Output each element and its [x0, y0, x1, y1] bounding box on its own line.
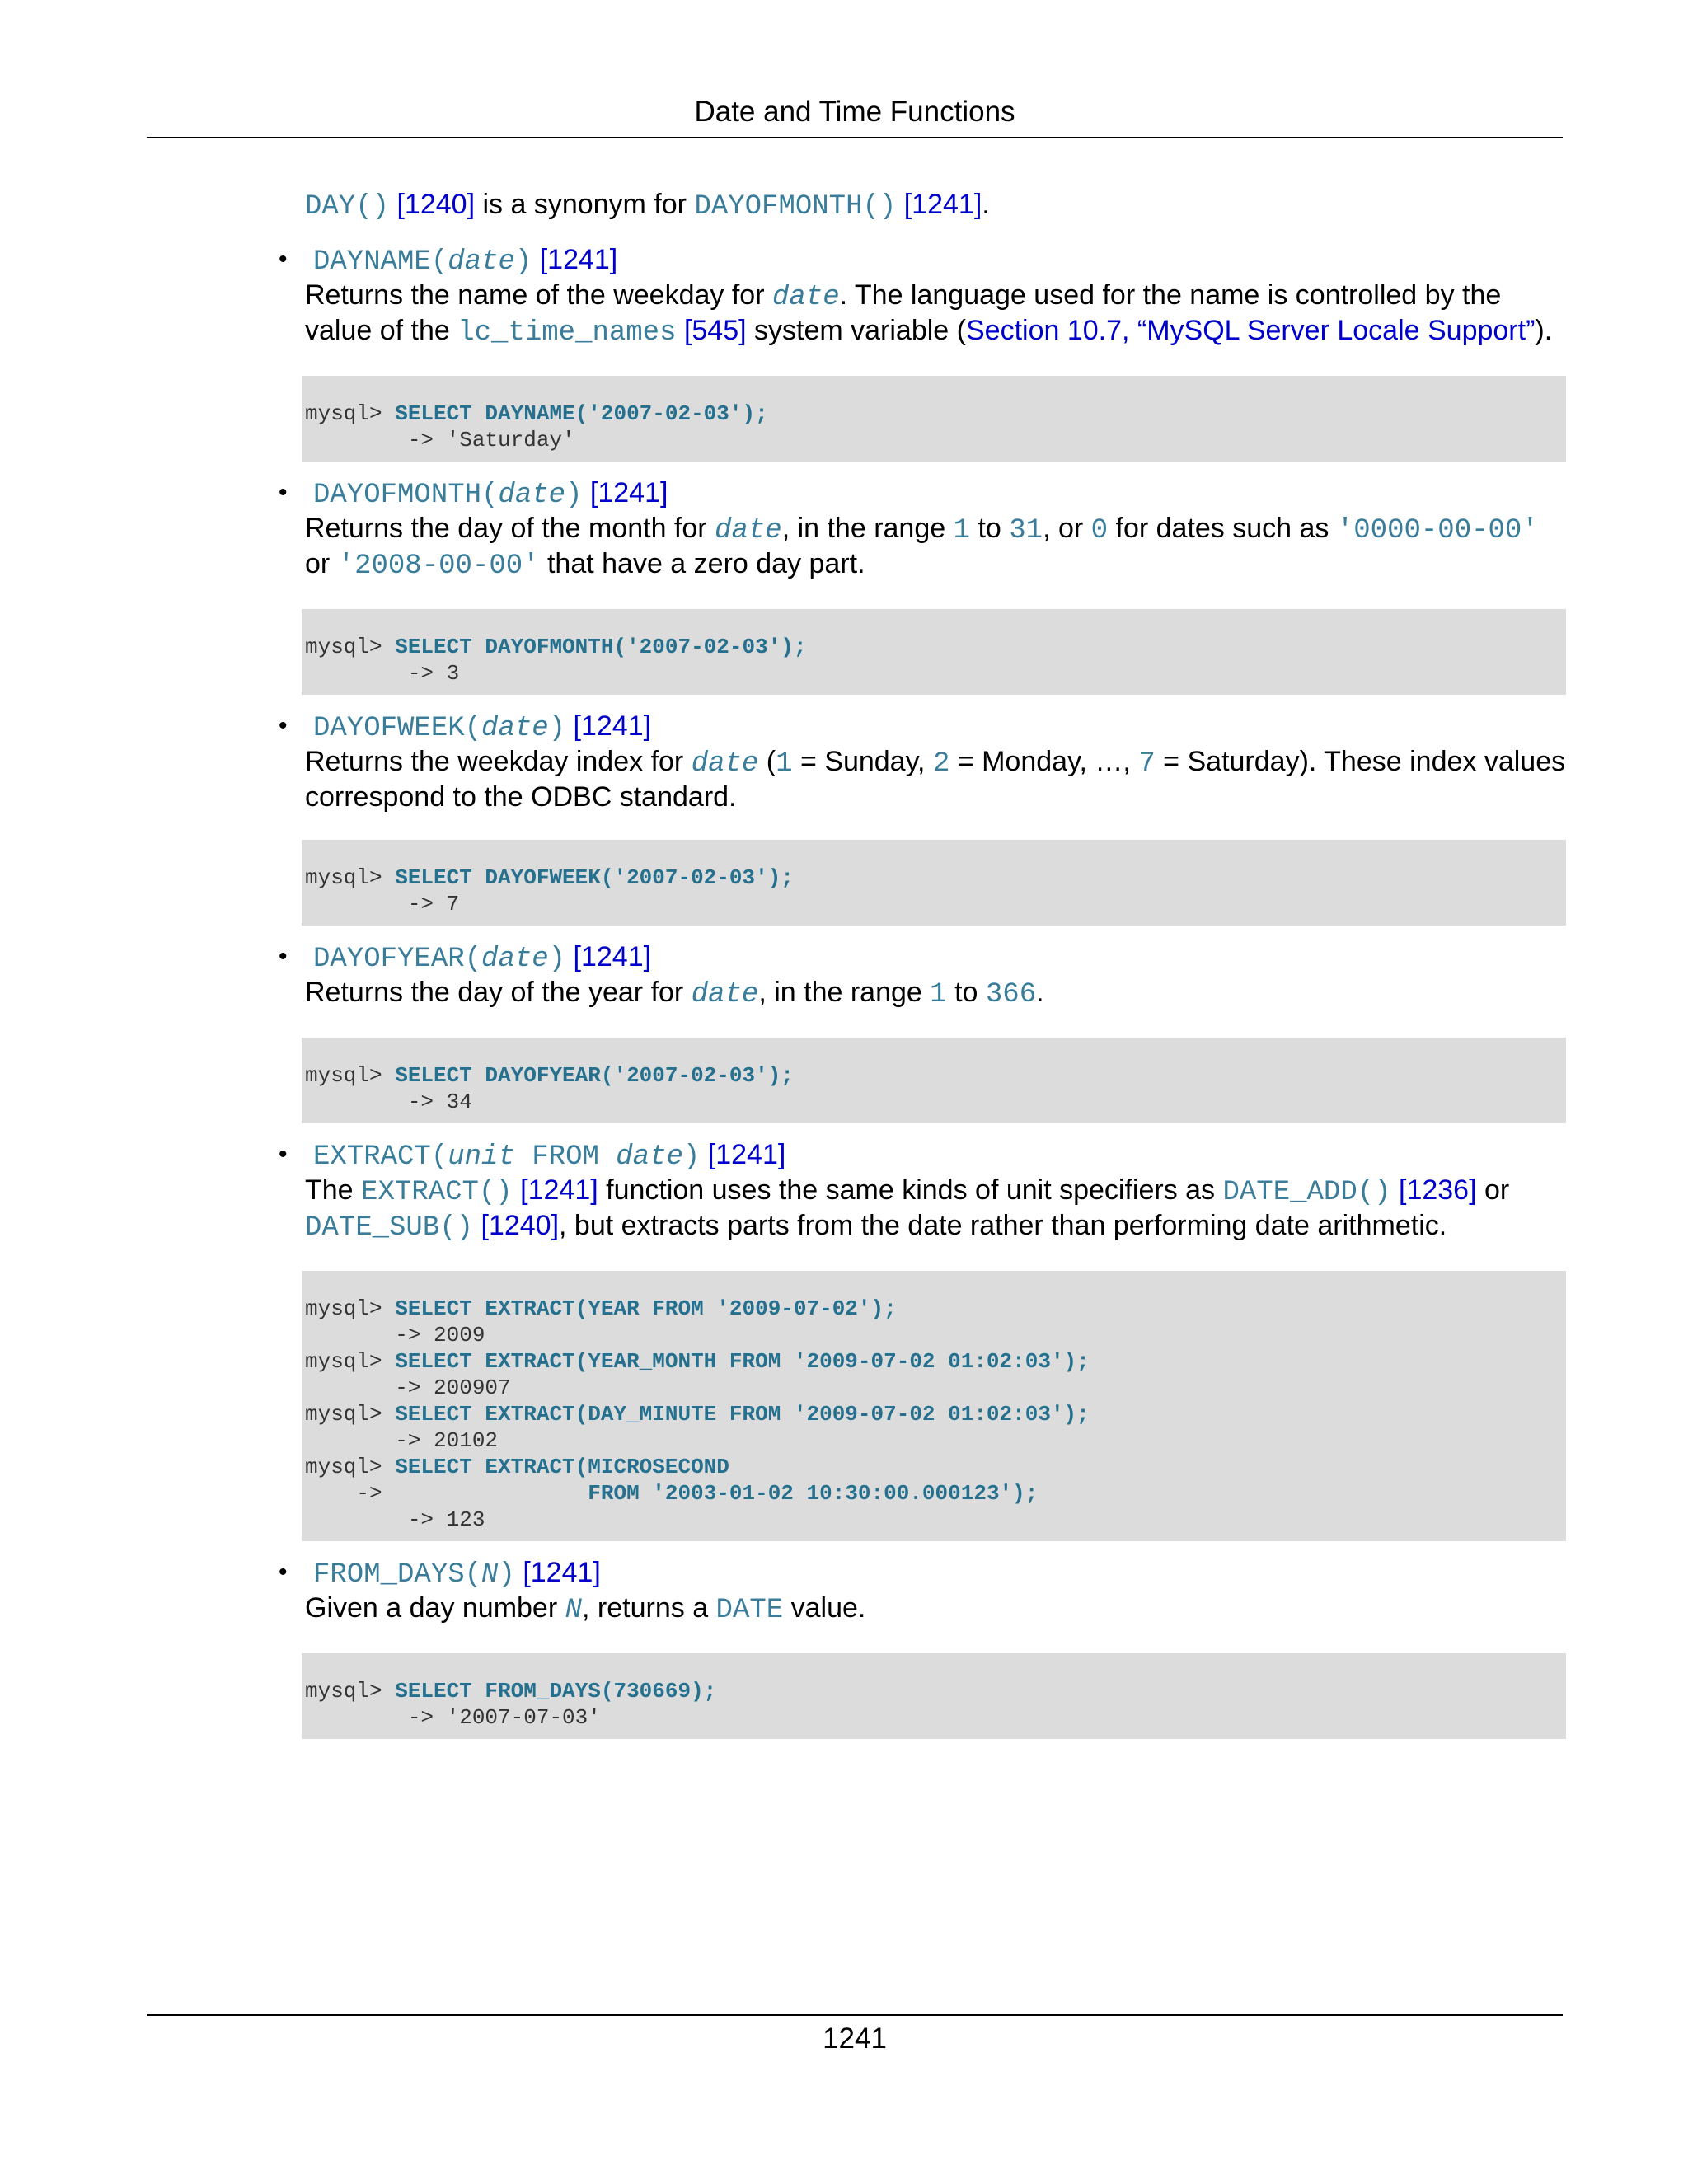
- function-signature-link[interactable]: DAYNAME(date): [313, 246, 532, 278]
- page-ref-link[interactable]: [1240]: [481, 1210, 560, 1241]
- entry-description: Returns the day of the month for date, in the range 1 to 31, or 0 for dates such as '0000-00-00' or '2008-00-00' that have a zero day part.: [305, 513, 1539, 582]
- page-ref-link[interactable]: [1241]: [539, 244, 618, 275]
- page-ref-link[interactable]: [545]: [683, 315, 747, 346]
- function-signature-link[interactable]: DAYOFYEAR(date): [313, 944, 566, 975]
- page-header-title: Date and Time Functions: [694, 96, 1015, 128]
- page-number: 1241: [823, 2022, 887, 2055]
- entry-dayofyear: [279, 940, 1566, 1123]
- entry-dayofweek: [279, 710, 1566, 926]
- entry-dayofmonth: [279, 476, 1566, 695]
- entry-title: [279, 243, 1566, 279]
- page-header: [147, 92, 1563, 138]
- bullet-icon: •: [279, 479, 288, 506]
- function-link-day[interactable]: DAY(): [305, 191, 390, 223]
- entry-description: The EXTRACT() [1241] function uses the same kinds of unit specifiers as DATE_ADD() [1236] or DATE_SUB() [1240], but extracts parts from the date rather than performing date arithmetic.: [305, 1174, 1510, 1244]
- code-example: mysql> SELECT DAYNAME('2007-02-03'); -> 'Saturday': [302, 376, 1566, 462]
- entry-title: [279, 1138, 1566, 1174]
- entry-title: [279, 1556, 1566, 1591]
- entry-description: Given a day number N, returns a DATE value.: [305, 1592, 866, 1626]
- entry-from-days: [279, 1556, 1566, 1739]
- page-ref-link[interactable]: [1241]: [903, 189, 982, 220]
- function-link-date-sub[interactable]: DATE_SUB(): [305, 1212, 474, 1244]
- page-ref-link[interactable]: [1241]: [520, 1174, 598, 1206]
- page-ref-link[interactable]: [1240]: [396, 189, 476, 220]
- code-example: mysql> SELECT EXTRACT(YEAR FROM '2009-07-02'); -> 2009 mysql> SELECT EXTRACT(YEAR_MONTH FROM '2009-07-02 01:02:03'); -> 200907 mysql> SELECT EXTRACT(DAY_MINUTE FROM '2009-07-02 01:02:03'); -> 20102 mysql> SELECT EXTRACT(MICROSECOND -> FROM '2003-01-02 10:30:00.000123'); -> 123: [302, 1271, 1566, 1541]
- function-signature-link[interactable]: FROM_DAYS(N): [313, 1559, 515, 1591]
- entry-description: Returns the name of the weekday for date. The language used for the name is controlled by the value of the lc_time_names [545] system variable (Section 10.7, “MySQL Server Locale Support”).: [305, 279, 1553, 349]
- function-link-date-add[interactable]: DATE_ADD(): [1222, 1177, 1391, 1208]
- page-ref-link[interactable]: [1241]: [589, 477, 668, 509]
- section-link[interactable]: Section 10.7, “MySQL Server Locale Support”: [965, 315, 1536, 346]
- entry-title: [279, 710, 1566, 745]
- page-ref-link[interactable]: [1241]: [523, 1557, 601, 1588]
- entry-title: [279, 476, 1566, 512]
- entry-description: Returns the weekday index for date (1 = Sunday, 2 = Monday, …, 7 = Saturday). These index values correspond to the ODBC standard.: [305, 746, 1566, 813]
- bullet-icon: •: [279, 712, 288, 739]
- bullet-icon: •: [279, 943, 288, 970]
- bullet-icon: •: [279, 1558, 288, 1586]
- entry-extract: [279, 1138, 1566, 1541]
- code-example: mysql> SELECT DAYOFMONTH('2007-02-03'); -> 3: [302, 609, 1566, 695]
- code-example: mysql> SELECT DAYOFYEAR('2007-02-03'); -> 34: [302, 1038, 1566, 1123]
- function-signature-link[interactable]: DAYOFMONTH(date): [313, 480, 583, 511]
- footer-divider: [147, 2014, 1563, 2016]
- entry-title: [279, 940, 1566, 976]
- intro-paragraph: DAY() [1240] is a synonym for DAYOFMONTH() [1241].: [305, 189, 990, 223]
- bullet-icon: •: [279, 246, 288, 273]
- code-example: mysql> SELECT DAYOFWEEK('2007-02-03'); -> 7: [302, 840, 1566, 926]
- entry-description: Returns the day of the year for date, in the range 1 to 366.: [305, 977, 1044, 1010]
- main-content: [279, 188, 1566, 1754]
- function-link-extract[interactable]: EXTRACT(): [361, 1177, 513, 1208]
- variable-link[interactable]: lc_time_names: [457, 317, 677, 349]
- page-ref-link[interactable]: [1241]: [573, 710, 652, 742]
- function-signature-link[interactable]: EXTRACT(unit FROM date): [313, 1141, 701, 1173]
- page-ref-link[interactable]: [1236]: [1399, 1174, 1477, 1206]
- code-example: mysql> SELECT FROM_DAYS(730669); -> '2007-07-03': [302, 1653, 1566, 1739]
- page-ref-link[interactable]: [1241]: [573, 941, 652, 972]
- bullet-icon: •: [279, 1141, 288, 1168]
- function-link-dayofmonth[interactable]: DAYOFMONTH(): [694, 191, 897, 223]
- entry-dayname: [279, 243, 1566, 462]
- function-signature-link[interactable]: DAYOFWEEK(date): [313, 713, 566, 744]
- page-ref-link[interactable]: [1241]: [707, 1139, 786, 1170]
